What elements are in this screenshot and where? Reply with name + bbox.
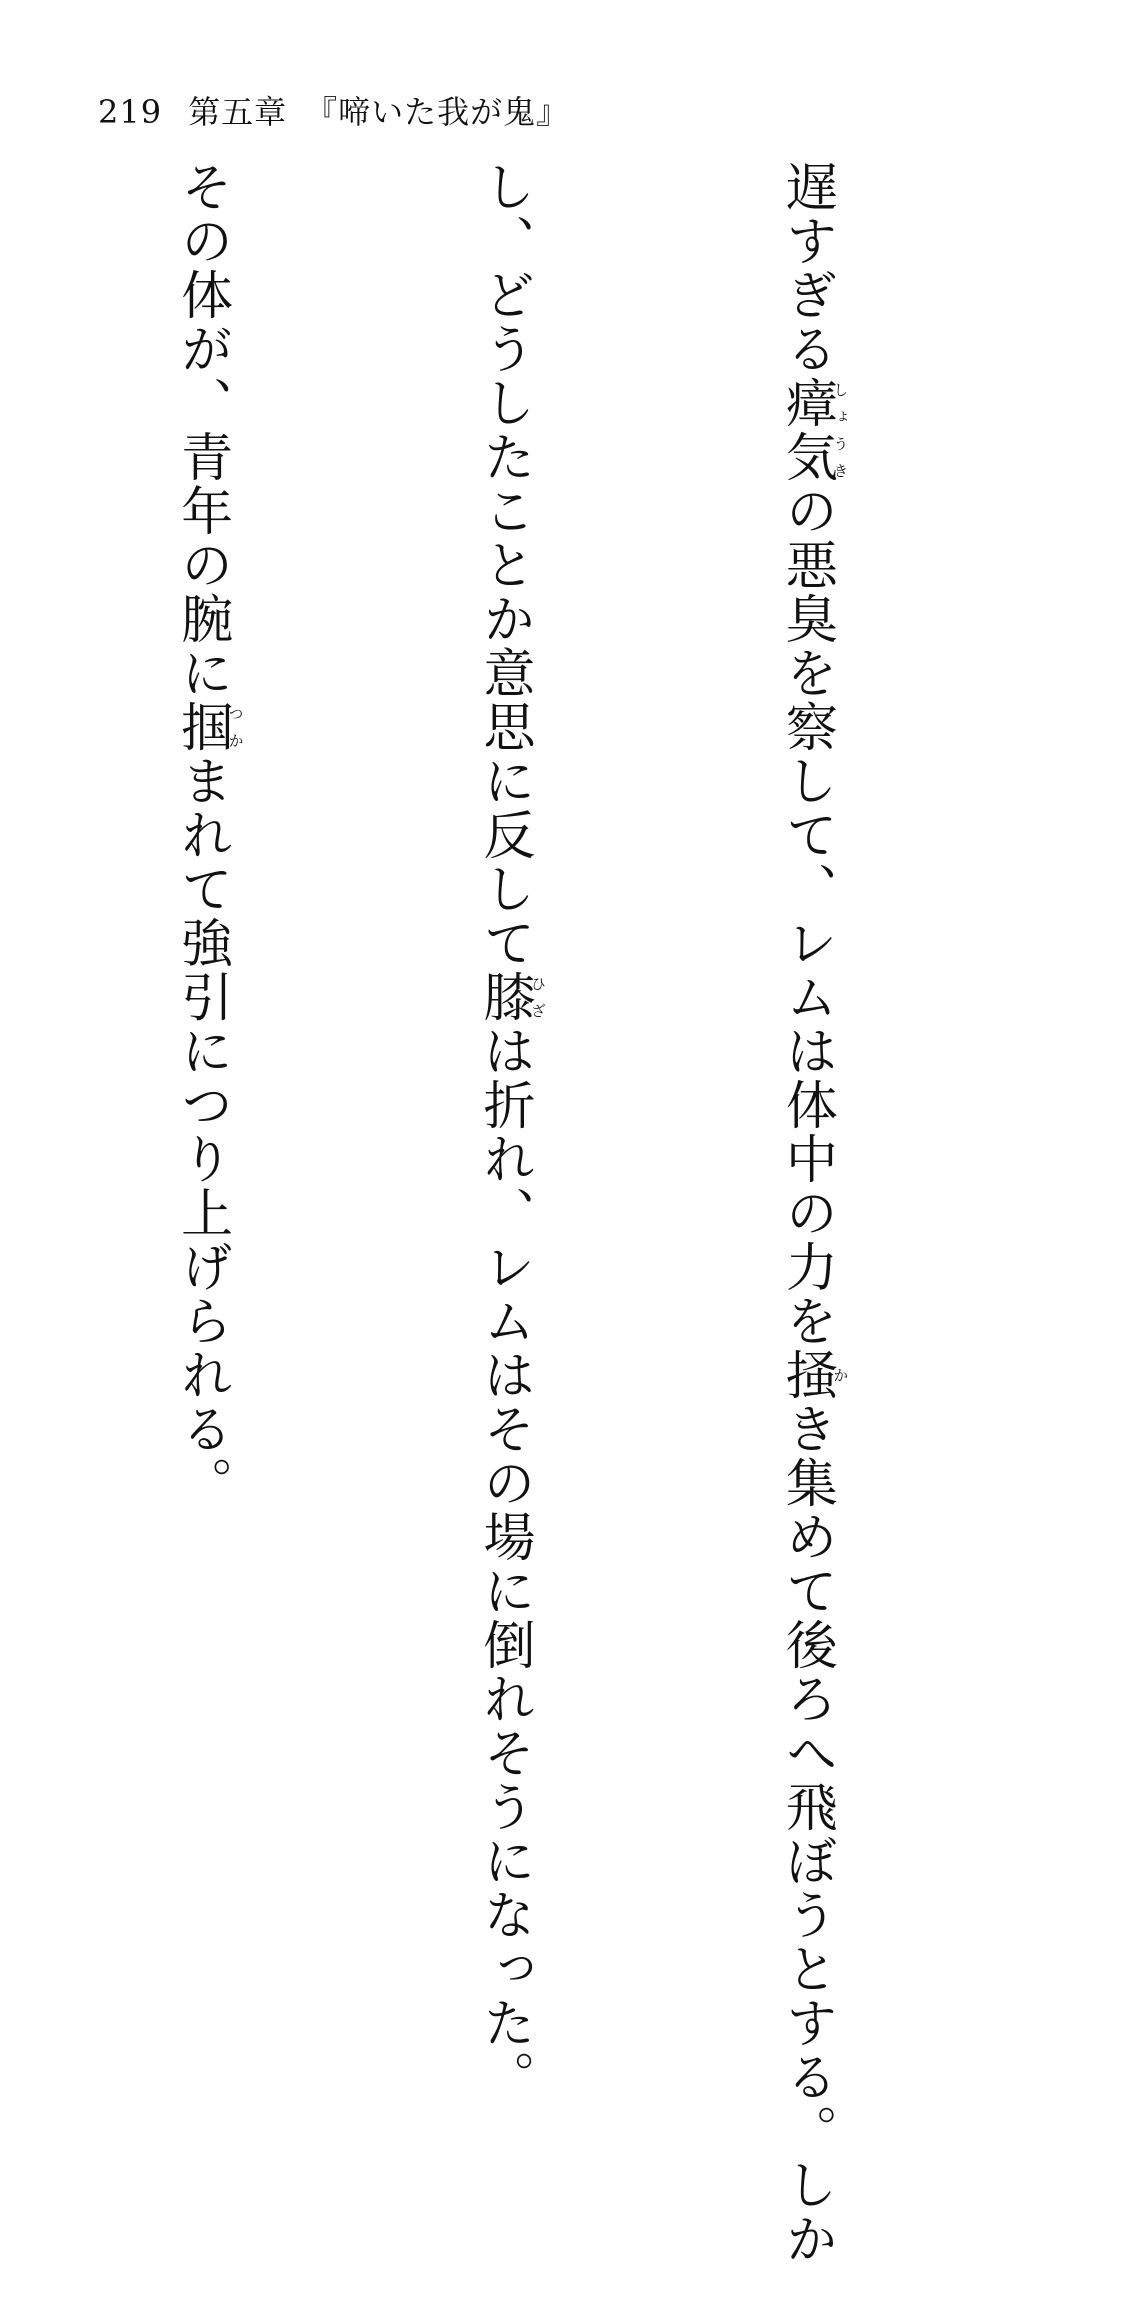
chapter-number: 第五章 [188, 93, 288, 131]
chapter-title: 『啼いた我が鬼』 [305, 93, 570, 131]
text-line: し、どうしたことか意思に反して膝ひざは折れ、レムはその場に倒れそうになった。 [474, 160, 548, 2104]
running-header [98, 92, 569, 132]
text-line: その体が、青年の腕に掴つかまれて強引につり上げられる。 [171, 160, 245, 1510]
page-number: 219 [98, 93, 163, 131]
text-line: 遅すぎる瘴気しょうきの悪臭を察して、レムは体中の力を掻かき集めて後ろへ飛ぼうとする。しか [776, 160, 850, 2266]
vertical-text-body [98, 160, 1058, 2266]
